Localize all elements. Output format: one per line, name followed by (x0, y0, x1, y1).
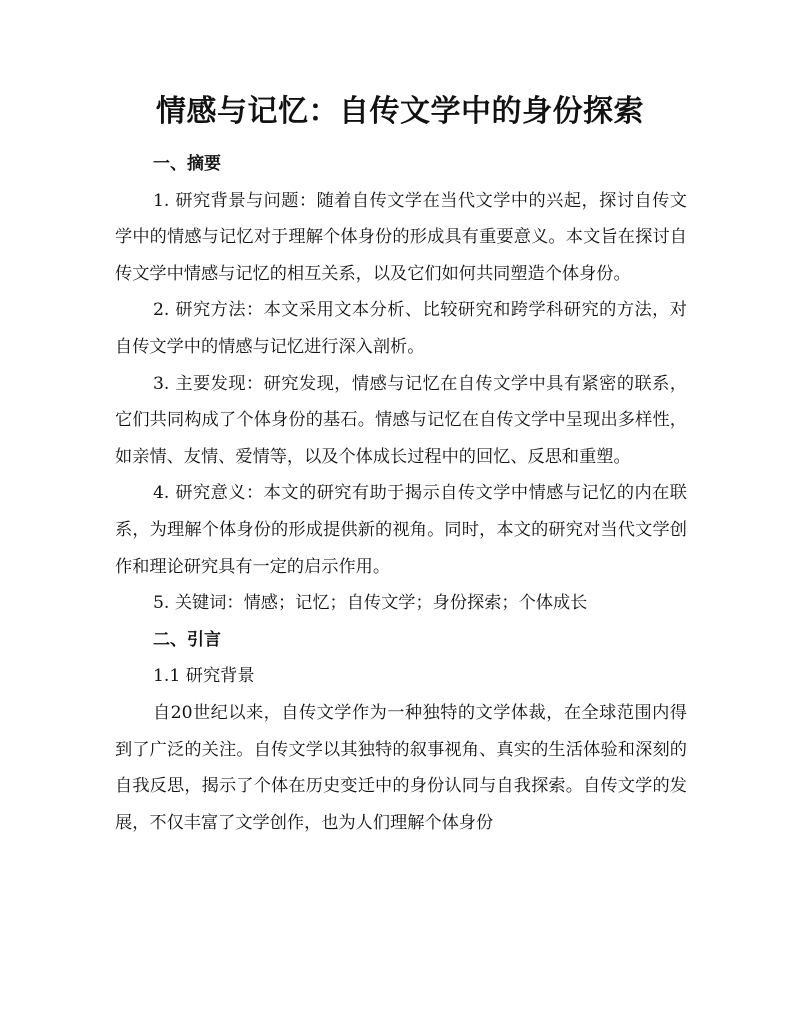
subsection-heading-research-background: 1.1 研究背景 (153, 666, 255, 687)
abstract-paragraph-background: 1. 研究背景与问题：随着自传文学在当代文学中的兴起，探讨自传文学中的情感与记忆对于理解个体身份的形成具有重要意义。本文旨在探讨自传文学中情感与记忆的相互关系，以及它们如何共同塑造个体身份。 (115, 190, 687, 284)
introduction-paragraph: 自20世纪以来，自传文学作为一种独特的文学体裁，在全球范围内得到了广泛的关注。自传文学以其独特的叙事视角、真实的生活体验和深刻的自我反思，揭示了个体在历史变迁中的身份认同与自我探索。自传文学的发展，不仅丰富了文学创作，也为人们理解个体身份 (115, 702, 687, 833)
abstract-paragraph-findings: 3. 主要发现：研究发现，情感与记忆在自传文学中具有紧密的联系，它们共同构成了个体身份的基石。情感与记忆在自传文学中呈现出多样性，如亲情、友情、爱情等，以及个体成长过程中的回忆、反思和重塑。 (115, 373, 687, 467)
section-heading-abstract: 一、摘要 (153, 154, 221, 174)
document-body (115, 146, 687, 841)
abstract-paragraph-methods: 2. 研究方法：本文采用文本分析、比较研究和跨学科研究的方法，对自传文学中的情感与记忆进行深入剖析。 (115, 300, 687, 357)
abstract-paragraph-keywords: 5. 关键词：情感；记忆；自传文学；身份探索；个体成长 (153, 593, 588, 614)
abstract-paragraph-significance: 4. 研究意义：本文的研究有助于揭示自传文学中情感与记忆的内在联系，为理解个体身份的形成提供新的视角。同时，本文的研究对当代文学创作和理论研究具有一定的启示作用。 (115, 483, 687, 577)
document-title: 情感与记忆：自传文学中的身份探索 (156, 94, 644, 129)
section-heading-introduction: 二、引言 (153, 629, 221, 650)
